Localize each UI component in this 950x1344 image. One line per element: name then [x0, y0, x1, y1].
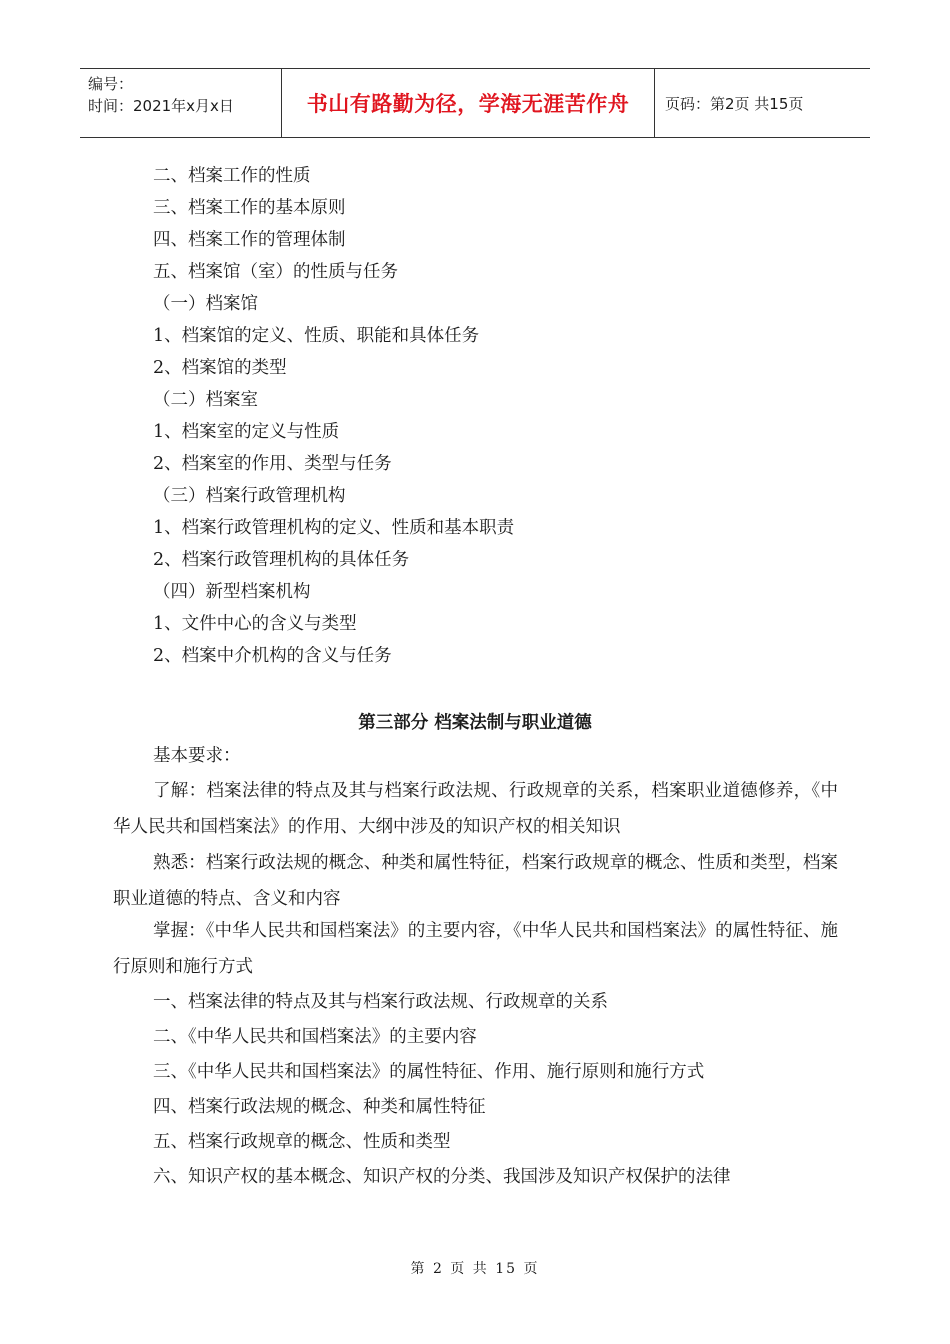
outline-item: 2、档案馆的类型 [153, 358, 287, 378]
outline-item: 三、《中华人民共和国档案法》的属性特征、作用、施行原则和施行方式 [153, 1062, 705, 1082]
outline-subheading: （二）档案室 [153, 390, 258, 410]
outline-item: 二、《中华人民共和国档案法》的主要内容 [153, 1027, 477, 1047]
document-date-label: 时间：2021年x月x日 [88, 97, 234, 115]
outline-subheading: （四）新型档案机构 [153, 582, 311, 602]
outline-item: 2、档案室的作用、类型与任务 [153, 454, 392, 474]
outline-item: 二、档案工作的性质 [153, 166, 311, 186]
header-motto-cell [282, 69, 655, 137]
outline-subheading: （三）档案行政管理机构 [153, 486, 346, 506]
outline-item: 三、档案工作的基本原则 [153, 198, 346, 218]
outline-item: 2、档案中介机构的含义与任务 [153, 646, 392, 666]
outline-item: 六、知识产权的基本概念、知识产权的分类、我国涉及知识产权保护的法律 [153, 1167, 731, 1187]
section-title: 第三部分 档案法制与职业道德 [358, 713, 592, 733]
outline-item: 一、档案法律的特点及其与档案行政法规、行政规章的关系 [153, 992, 608, 1012]
requirement-paragraph: 掌握：《中华人民共和国档案法》的主要内容，《中华人民共和国档案法》的属性特征、施行原则和施行方式 [113, 921, 838, 977]
requirement-heading: 基本要求： [153, 746, 241, 766]
outline-item: 五、档案馆（室）的性质与任务 [153, 262, 398, 282]
document-number-label: 编号： [88, 75, 134, 93]
header-meta [80, 69, 282, 137]
outline-subheading: （一）档案馆 [153, 294, 258, 314]
requirement-paragraph: 熟悉：档案行政法规的概念、种类和属性特征，档案行政规章的概念、性质和类型，档案职业道德的特点、含义和内容 [113, 853, 838, 909]
outline-item: 四、档案工作的管理体制 [153, 230, 346, 250]
page-header [80, 68, 870, 138]
outline-item: 1、档案馆的定义、性质、职能和具体任务 [153, 326, 480, 346]
header-motto: 书山有路勤为径，学海无涯苦作舟 [306, 92, 630, 116]
page-footer: 第 2 页 共 15 页 [410, 1261, 540, 1277]
outline-item: 五、档案行政规章的概念、性质和类型 [153, 1132, 451, 1152]
header-page-cell [655, 69, 870, 137]
requirement-paragraph: 了解：档案法律的特点及其与档案行政法规、行政规章的关系，档案职业道德修养，《中华人民共和国档案法》的作用、大纲中涉及的知识产权的相关知识 [113, 781, 838, 837]
outline-item: 1、档案行政管理机构的定义、性质和基本职责 [153, 518, 515, 538]
header-page-label: 页码：第2页 共15页 [665, 94, 804, 113]
outline-item: 1、档案室的定义与性质 [153, 422, 340, 442]
outline-item: 四、档案行政法规的概念、种类和属性特征 [153, 1097, 486, 1117]
outline-item: 1、文件中心的含义与类型 [153, 614, 357, 634]
outline-item: 2、档案行政管理机构的具体任务 [153, 550, 410, 570]
